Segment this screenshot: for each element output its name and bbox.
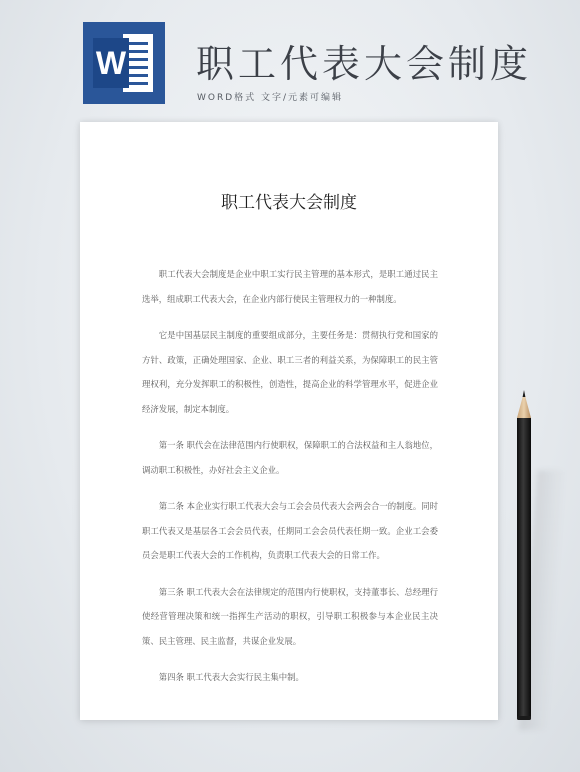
paragraph: 第三条 职工代表大会在法律规定的范围内行使职权，支持董事长、总经理行使经营管理决策和统一指挥生产活动的职权，引导职工积极参与本企业民主决策、民主管理、民主监督，共谋企业发展。 — [142, 586, 438, 646]
document-page — [80, 122, 498, 720]
document-title: 职工代表大会制度 — [221, 193, 357, 213]
paragraph: 它是中国基层民主制度的重要组成部分，主要任务是：贯彻执行党和国家的方针、政策，正确处理国家、企业、职工三者的利益关系，为保障职工的民主管理权利，充分发挥职工的积极性，创造性，提高企业的科学管理水平，促进企业经济发展，制定本制度。 — [142, 330, 438, 414]
header — [0, 0, 580, 112]
paragraph: 职工代表大会制度是企业中职工实行民主管理的基本形式，是职工通过民主选举，组成职工代表大会，在企业内部行使民主管理权力的一种制度。 — [142, 269, 438, 304]
document-body — [142, 262, 438, 702]
pencil-icon — [515, 390, 533, 720]
paragraph: 第四条 职工代表大会实行民主集中制。 — [158, 672, 304, 682]
word-document-icon — [83, 22, 165, 104]
header-subtitle: WORD格式 文字/元素可编辑 — [197, 93, 344, 103]
word-w-badge: W — [93, 38, 129, 88]
paragraph: 第二条 本企业实行职工代表大会与工会会员代表大会两会合一的制度。同时职工代表又是基层各工会会员代表，任期同工会会员代表任期一致。企业工会委员会是职工代表大会的工作机构，负责职工代表大会的日常工作。 — [142, 501, 438, 560]
header-title: 职工代表大会制度 — [196, 42, 533, 86]
paragraph: 第一条 职代会在法律范围内行使职权，保障职工的合法权益和主人翁地位，调动职工积极性，办好社会主义企业。 — [142, 440, 438, 475]
